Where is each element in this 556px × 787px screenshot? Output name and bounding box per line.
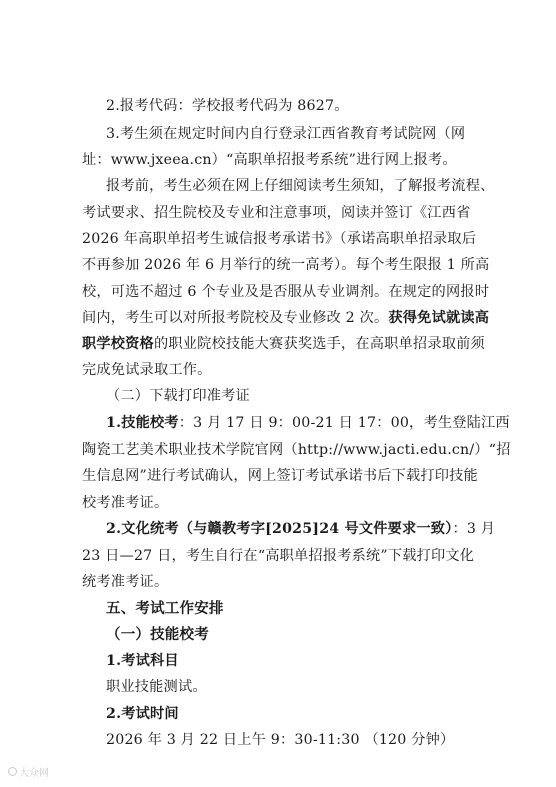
bold-text: 1.技能校考 xyxy=(106,415,179,431)
text-line: 统考准考证。 xyxy=(82,574,169,590)
text-line: 生信息网”进行考试确认，网上签订考试承诺书后下载打印技能 xyxy=(82,468,478,484)
text-line: 陶瓷工艺美术职业技术学院官网（http://www.jacti.edu.cn/）“招 xyxy=(82,442,511,458)
bold-text: 获得免试就读高 xyxy=(388,310,490,326)
text-line: 1.技能校考：3 月 17 日 9：00-21 日 17：00，考生登陆江西 xyxy=(106,415,510,431)
text-line: 址：www.jxeea.cn）“高职单招报考系统”进行网上报考。 xyxy=(82,152,457,168)
text-line: 2.文化统考（与赣教考字[2025]24 号文件要求一致）：3 月 xyxy=(106,521,496,537)
text-line: 2.报考代码：学校报考代码为 8627。 xyxy=(106,98,349,114)
text-line: 考试要求、招生院校及专业和注意事项，阅读并签订《江西省 xyxy=(82,205,471,221)
text-line: 3.考生须在规定时间内自行登录江西省教育考试院网（网 xyxy=(106,126,466,142)
text-line: 2026 年高职单招考生诚信报考承诺书》（承诺高职单招录取后 xyxy=(82,231,477,247)
bold-text: 职学校资格 xyxy=(82,336,154,352)
text-line: 间内，考生可以对所报考院校及专业修改 2 次。获得免试就读高 xyxy=(82,310,490,326)
item-heading: 2.考试时间 xyxy=(106,706,179,722)
section-heading: 五、考试工作安排 xyxy=(106,601,224,617)
text-line: 完成免试录取工作。 xyxy=(82,362,212,378)
copyright-circle-icon xyxy=(8,767,17,776)
text-line: 校考准考证。 xyxy=(82,495,169,511)
text-line: 职学校资格的职业院校技能大赛获奖选手，在高职单招录取前须 xyxy=(82,336,485,352)
text-line: 不再参加 2026 年 6 月举行的统一高考）。每个考生限报 1 所高 xyxy=(82,257,490,273)
text-line: 23 日—27 日，考生自行在“高职单招报考系统”下载打印文化 xyxy=(82,548,475,564)
watermark xyxy=(8,764,49,779)
subsection-heading: （二）下载打印准考证 xyxy=(106,388,250,404)
text-line: 2026 年 3 月 22 日上午 9：30-11:30 （120 分钟） xyxy=(106,732,455,748)
subsection-heading: （一）技能校考 xyxy=(106,627,209,643)
bold-text: 2.文化统考（与赣教考字[2025]24 号文件要求一致） xyxy=(106,521,453,537)
text-line: 报考前，考生必须在网上仔细阅读考生须知，了解报考流程、 xyxy=(106,178,495,194)
text-line: 校，可选不超过 6 个专业及是否服从专业调剂。在规定的网报时 xyxy=(82,284,490,300)
text-line: 职业技能测试。 xyxy=(106,679,207,695)
watermark-text: 大众网 xyxy=(19,768,49,779)
item-heading: 1.考试科目 xyxy=(106,653,179,669)
